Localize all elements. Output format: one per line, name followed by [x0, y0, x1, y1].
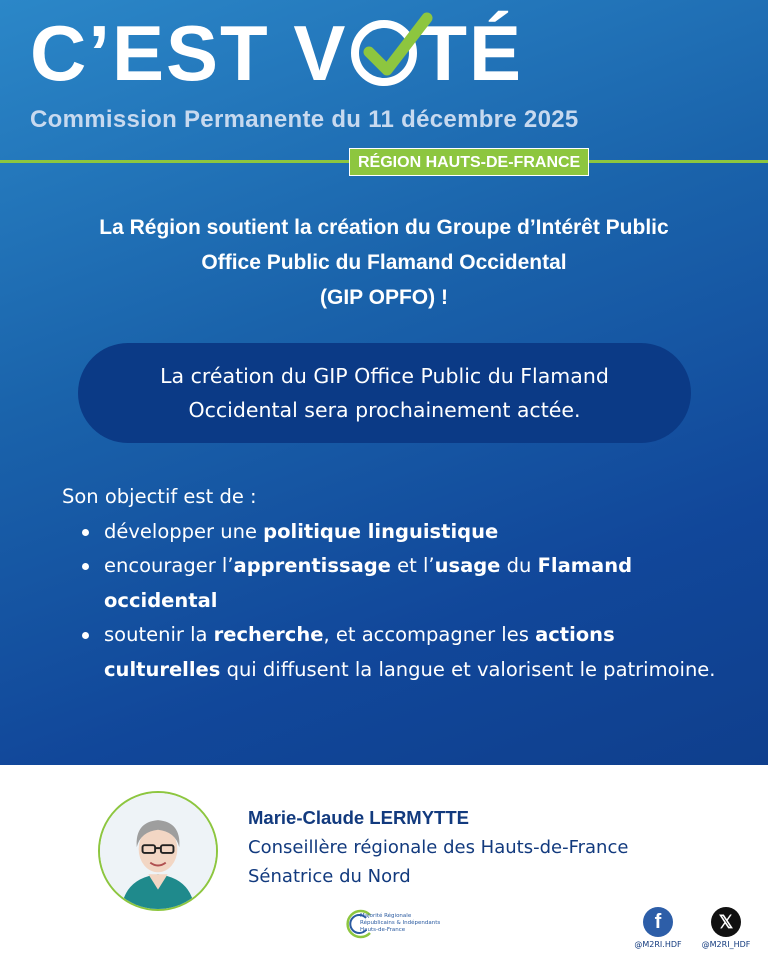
- bullet-bold: politique linguistique: [263, 519, 499, 543]
- bullet-text: qui diffusent la langue et valorisent le patrimoine.: [220, 657, 716, 681]
- facebook-icon[interactable]: f: [643, 907, 673, 937]
- headline-part2: TÉ: [419, 9, 524, 97]
- bullet-text: soutenir la: [104, 623, 214, 646]
- bullet-text: du: [500, 554, 538, 577]
- lead-text: [40, 210, 728, 315]
- bullet-bold: recherche: [213, 623, 324, 646]
- bullet-text: , et accompagner les: [323, 623, 536, 646]
- subtitle: Commission Permanente du 11 décembre 2025: [30, 106, 579, 133]
- logo-text: Hauts-de-France: [360, 927, 406, 933]
- highlight-line: Occidental sera prochainement actée.: [188, 398, 581, 422]
- objective-intro: Son objectif est de :: [62, 485, 257, 508]
- logo-text: Républicains & Indépendants: [360, 920, 441, 926]
- bullet-bold: actions culturelles: [104, 623, 615, 681]
- lead-line: (GIP OPFO) !: [320, 286, 448, 309]
- logo-text: Majorité Régionale: [360, 913, 412, 919]
- headline: [30, 9, 524, 97]
- facebook-link[interactable]: [628, 907, 688, 949]
- objective-section: [62, 480, 722, 687]
- check-circle-icon: [351, 20, 417, 86]
- facebook-handle: @M2RI.HDF: [634, 940, 682, 949]
- bullet-text: encourager l’: [104, 554, 234, 577]
- avatar: [98, 791, 218, 911]
- headline-part1: C’EST V: [30, 9, 348, 97]
- objective-list: [62, 515, 722, 688]
- bullet-bold: apprentissage: [233, 554, 391, 577]
- signature-section: [0, 765, 768, 960]
- signatory-role: Sénatrice du Nord: [248, 866, 411, 887]
- region-badge: RÉGION HAUTS-DE-FRANCE: [349, 148, 589, 176]
- bullet-bold: Flamand occidental: [104, 554, 633, 612]
- party-logo: [344, 905, 441, 945]
- bullet-text: et l’: [390, 554, 435, 577]
- highlight-line: La création du GIP Office Public du Flamand: [160, 364, 609, 388]
- bullet-bold: usage: [434, 554, 501, 577]
- x-link[interactable]: [696, 907, 756, 949]
- bullet-text: développer une: [104, 519, 264, 543]
- highlight-box: [78, 343, 691, 443]
- portrait-icon: [100, 793, 216, 909]
- lead-line: La Région soutient la création du Groupe d’Intérêt Public: [99, 216, 669, 239]
- x-handle: @M2RI_HDF: [701, 940, 751, 949]
- list-item: [62, 549, 722, 618]
- signatory-name: Marie-Claude LERMYTTE: [248, 807, 469, 828]
- list-item: [62, 515, 722, 550]
- list-item: [62, 618, 722, 687]
- signatory-role: Conseillère régionale des Hauts-de-France: [248, 837, 629, 858]
- x-icon[interactable]: 𝕏: [711, 907, 741, 937]
- lead-line: Office Public du Flamand Occidental: [201, 251, 567, 274]
